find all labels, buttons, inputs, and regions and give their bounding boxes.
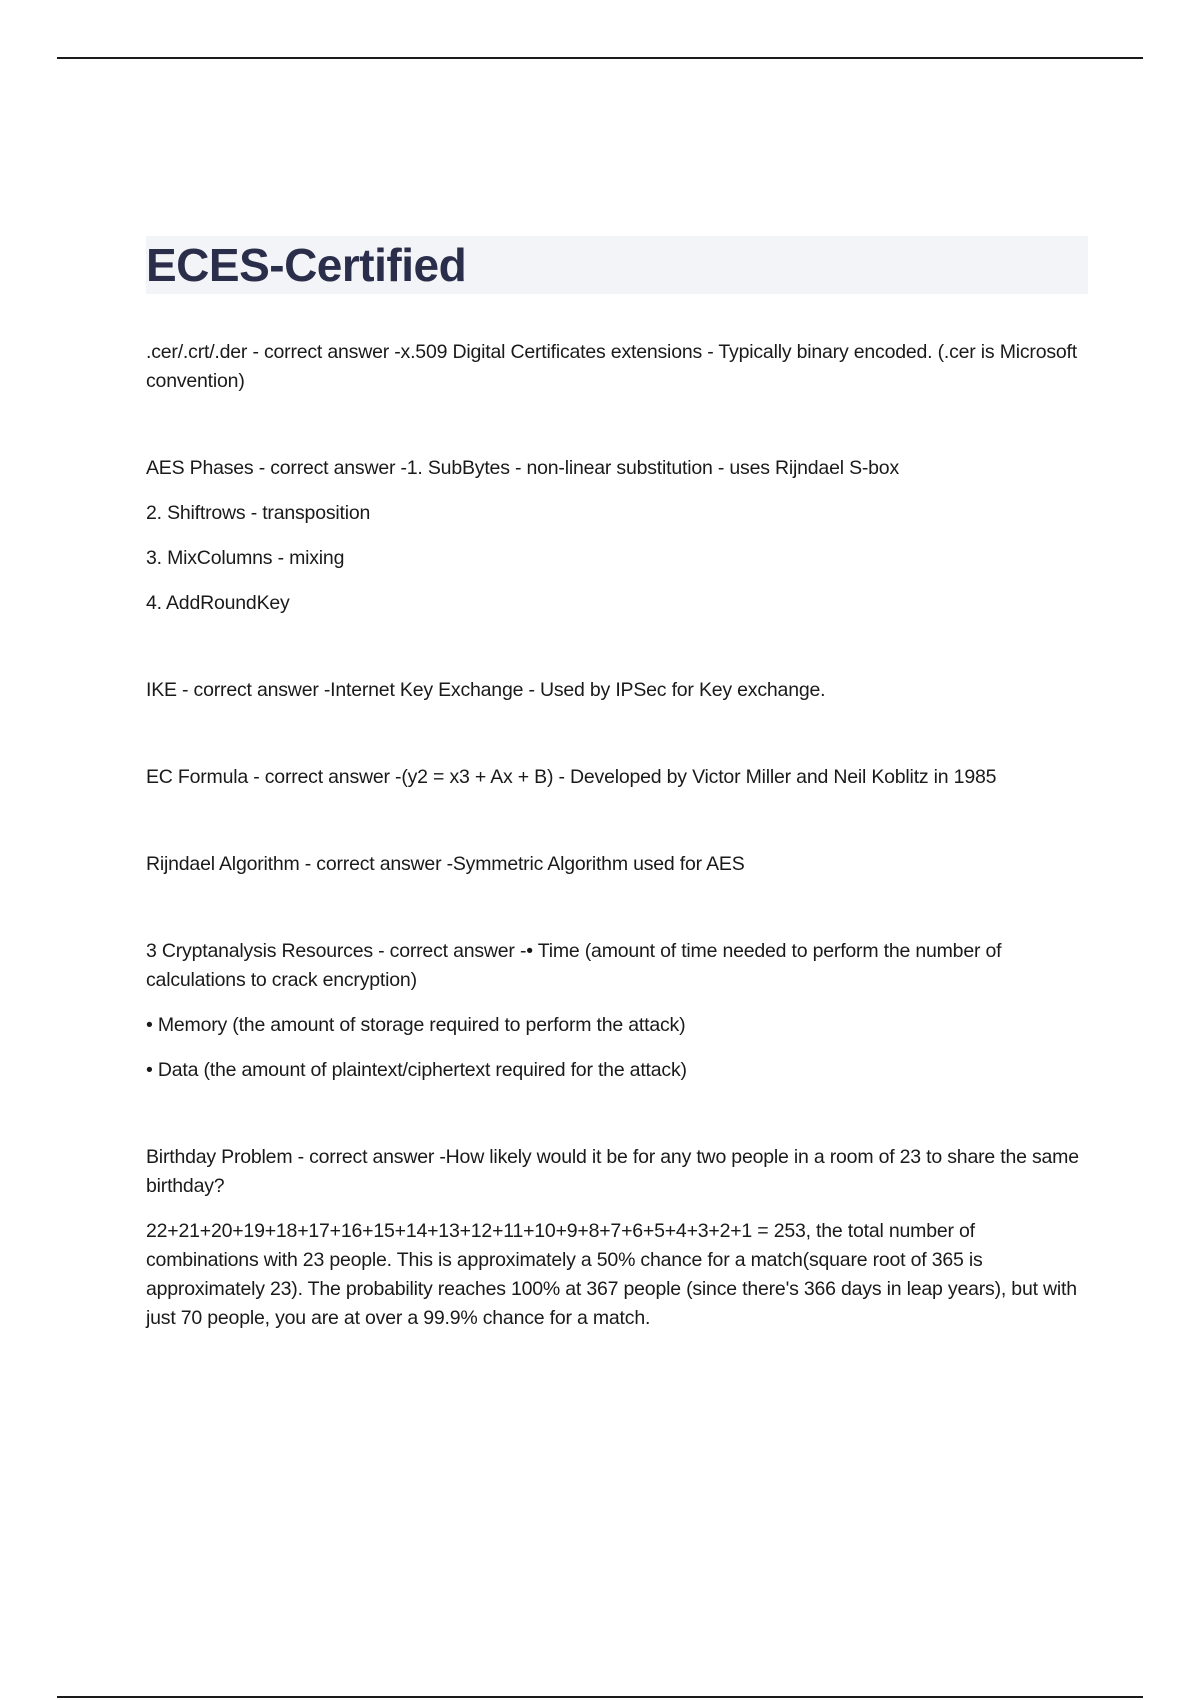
top-rule xyxy=(57,57,1143,59)
entry-text: Birthday Problem - correct answer -How likely would it be for any two people in a room of 23 to share the same birthday? xyxy=(146,1146,1079,1197)
entry-ike xyxy=(146,676,1088,705)
entry-text: • Memory (the amount of storage required to perform the attack) xyxy=(146,1014,686,1036)
entry-text: Rijndael Algorithm - correct answer -Symmetric Algorithm used for AES xyxy=(146,853,745,875)
entry-text: 2. Shiftrows - transposition xyxy=(146,502,371,524)
entry-text: IKE - correct answer -Internet Key Exchange - Used by IPSec for Key exchange. xyxy=(146,679,826,701)
entry-text: .cer/.crt/.der - correct answer -x.509 Digital Certificates extensions - Typically binary encoded. (.cer is Microsoft convention) xyxy=(146,341,1077,392)
entry-text: • Data (the amount of plaintext/ciphertext required for the attack) xyxy=(146,1059,687,1081)
entry-text: 3 Cryptanalysis Resources - correct answer -• Time (amount of time needed to perform the number of calculations to crack encryption) xyxy=(146,940,1002,991)
entry-text: AES Phases - correct answer -1. SubBytes - non-linear substitution - uses Rijndael S-box xyxy=(146,457,900,479)
entry-text: EC Formula - correct answer -(y2 = x3 + Ax + B) - Developed by Victor Miller and Neil Koblitz in 1985 xyxy=(146,766,997,788)
entry-text: 22+21+20+19+18+17+16+15+14+13+12+11+10+9+8+7+6+5+4+3+2+1 = 253, the total number of combinations with 23 people. This is approximately a 50% chance for a match(square root of 365 is approximately 23). The probability reaches 100% at 367 people (since there's 366 days in leap years), but with just 70 people, you are at over a 99.9% chance for a match. xyxy=(146,1220,1077,1329)
entry-text: 3. MixColumns - mixing xyxy=(146,547,345,569)
bottom-rule xyxy=(57,1696,1143,1698)
entry-cryptanalysis-resources xyxy=(146,937,1088,1085)
entry-rijndael xyxy=(146,850,1088,879)
document-body xyxy=(146,236,1088,1391)
title-band xyxy=(146,236,1088,294)
entry-cer-crt-der xyxy=(146,338,1088,396)
document-title: ECES-Certified xyxy=(146,239,467,291)
entry-text: 4. AddRoundKey xyxy=(146,592,290,614)
entry-birthday-problem xyxy=(146,1143,1088,1333)
entry-aes-phases xyxy=(146,454,1088,618)
entry-ec-formula xyxy=(146,763,1088,792)
